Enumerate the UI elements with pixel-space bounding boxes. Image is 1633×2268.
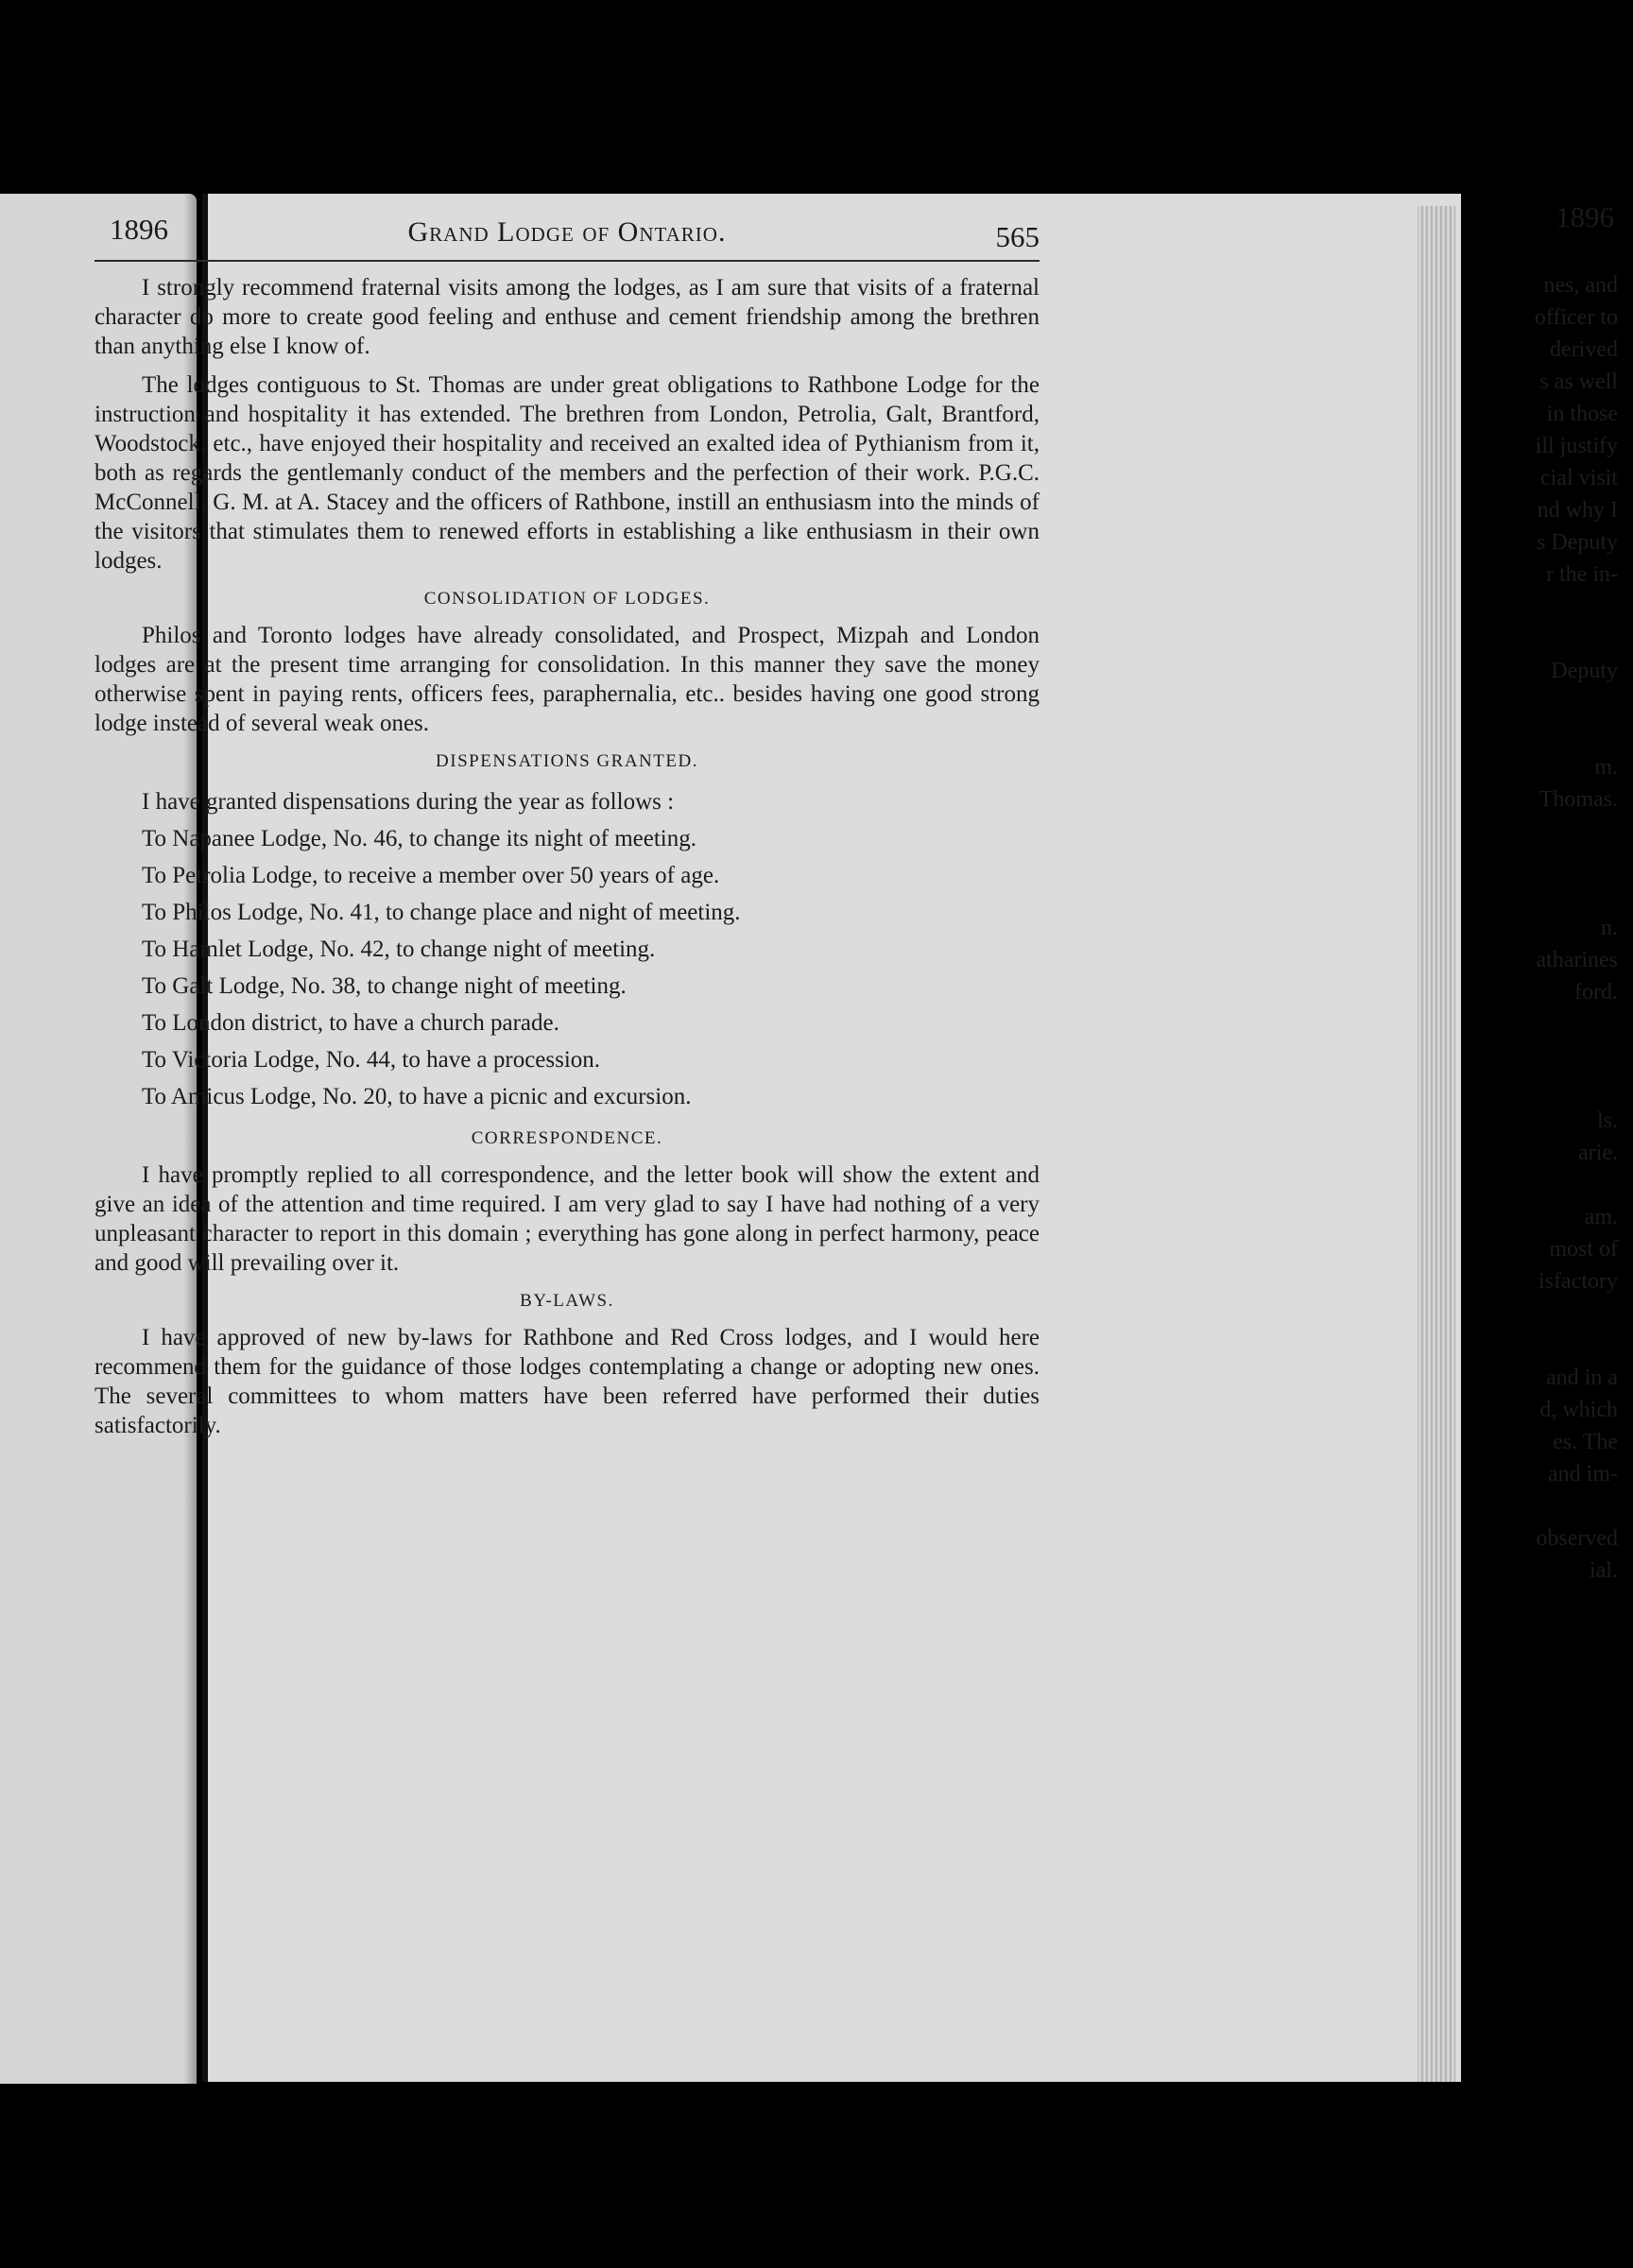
previous-page-line xyxy=(1535,1073,1618,1105)
previous-page-year: 1896 xyxy=(1556,200,1614,233)
previous-page-line: n. xyxy=(1601,916,1618,940)
previous-page-line: es. The xyxy=(1553,1430,1618,1454)
previous-page-line xyxy=(1535,816,1618,848)
paragraph-bylaws: I have approved of new by-laws for Rathbone and Red Cross lodges, and I would here recommend them for the guidance of those lodges contemplating a change or adopting new ones. The several committees to whom matters have been referred have performed their duties satisfactorily. xyxy=(95,1325,1040,1438)
list-item: To Galt Lodge, No. 38, to change night of meeting. xyxy=(142,973,627,999)
list-item: To London district, to have a church parade. xyxy=(142,1010,559,1036)
previous-page-line: and im- xyxy=(1548,1462,1618,1486)
previous-page-line: derived xyxy=(1550,337,1618,362)
previous-page-line xyxy=(1535,1490,1618,1522)
list-item: To Amicus Lodge, No. 20, to have a picnic and excursion. xyxy=(142,1084,692,1109)
list-item: To Petrolia Lodge, to receive a member over 50 years of age. xyxy=(142,863,720,888)
previous-page-line: atharines xyxy=(1536,948,1618,972)
list-item: To Victoria Lodge, No. 44, to have a procession. xyxy=(142,1047,601,1073)
previous-page-line: s Deputy xyxy=(1537,530,1618,555)
previous-page-line: isfactory xyxy=(1538,1269,1618,1294)
previous-page-line: ial. xyxy=(1590,1558,1618,1583)
previous-page-line: arie. xyxy=(1578,1141,1618,1165)
page-number: 565 xyxy=(995,220,1040,253)
previous-page-line xyxy=(1535,1297,1618,1330)
previous-page-line xyxy=(1535,623,1618,655)
paragraph-fraternal-visits: I strongly recommend fraternal visits among the lodges, as I am sure that visits of a fraternal character do more to create good feeling and enthuse and cement friendship among the brethren than anything else I know of. xyxy=(95,275,1040,359)
previous-page-line: and in a xyxy=(1546,1366,1618,1390)
previous-page-line xyxy=(1535,1008,1618,1040)
page-edges xyxy=(1418,206,1455,2082)
page-content xyxy=(95,203,1040,1450)
dispensations-intro: I have granted dispensations during the year as follows : xyxy=(142,789,675,815)
list-item: To Napanee Lodge, No. 46, to change its night of meeting. xyxy=(142,826,696,851)
previous-page-line: nes, and xyxy=(1543,273,1618,298)
previous-page-line: Thomas. xyxy=(1538,787,1618,812)
running-title: Grand Lodge of Ontario. xyxy=(407,216,727,248)
paragraph-correspondence: I have promptly replied to all correspondence, and the letter book will show the extent and give an idea of the attention and time required. I am very glad to say I have had nothing of a very unpleasant character to report in this domain ; everything has gone along in perfect harmony, peace and good will prevailing over it. xyxy=(95,1162,1040,1276)
section-heading-correspondence: CORRESPONDENCE. xyxy=(471,1128,663,1148)
previous-page-line xyxy=(1535,1169,1618,1201)
previous-page-line xyxy=(1535,1330,1618,1362)
previous-page-line xyxy=(1535,1040,1618,1073)
paragraph-st-thomas: The lodges contiguous to St. Thomas are under great obligations to Rathbone Lodge for the instruction and hospitality it has extended. The brethren from London, Petrolia, Galt, Brantford, Woodstock, etc., have enjoyed their hospitality and received an exalted idea of Pythianism from it, both as regards the gentlemanly conduct of the members and the perfection of their work. P.G.C. McConnell, G. M. at A. Stacey and the officers of Rathbone, instill an enthusiasm into the minds of the visitors that stimulates them to renewed efforts in establishing a like enthusiasm in their own lodges. xyxy=(95,372,1040,574)
previous-page-line: officer to xyxy=(1534,305,1618,330)
previous-page-line: most of xyxy=(1549,1237,1618,1262)
previous-page-line: Deputy xyxy=(1551,659,1618,683)
previous-page-line: r the in- xyxy=(1546,562,1618,587)
section-heading-bylaws: BY-LAWS. xyxy=(520,1291,614,1311)
previous-page-line xyxy=(1535,591,1618,623)
previous-page-line: nd why I xyxy=(1537,498,1618,523)
previous-page-line: ls. xyxy=(1596,1108,1618,1133)
previous-page-line: m. xyxy=(1594,755,1618,780)
previous-page-line: s as well xyxy=(1539,369,1618,394)
previous-page-line xyxy=(1535,719,1618,751)
header-rule xyxy=(95,260,1040,262)
section-heading-consolidation: CONSOLIDATION OF LODGES. xyxy=(423,589,711,609)
previous-page-text xyxy=(1535,269,1618,1587)
running-head xyxy=(95,203,1040,260)
previous-page-line xyxy=(1535,848,1618,880)
previous-page-line: d, which xyxy=(1539,1398,1618,1422)
previous-page-line: cial visit xyxy=(1540,466,1618,490)
previous-page-line: ford. xyxy=(1574,980,1618,1005)
list-item: To Hamlet Lodge, No. 42, to change night of meeting. xyxy=(142,936,656,962)
previous-page-line xyxy=(1535,880,1618,912)
previous-page-line xyxy=(1535,687,1618,719)
previous-page-line: observed xyxy=(1536,1526,1618,1551)
previous-page-line: in those xyxy=(1546,402,1618,426)
previous-page-line: am. xyxy=(1584,1205,1618,1229)
paragraph-consolidation: Philos and Toronto lodges have already consolidated, and Prospect, Mizpah and London lodges are at the present time arranging for consolidation. In this manner they save the money otherwise spent in paying rents, officers fees, paraphernalia, etc.. besides having one good strong lodge instead of several weak ones. xyxy=(95,623,1040,736)
page-year: 1896 xyxy=(110,213,168,246)
list-item: To Philos Lodge, No. 41, to change place and night of meeting. xyxy=(142,900,741,925)
previous-page-line: ill justify xyxy=(1535,434,1618,458)
section-heading-dispensations: DISPENSATIONS GRANTED. xyxy=(436,751,698,771)
